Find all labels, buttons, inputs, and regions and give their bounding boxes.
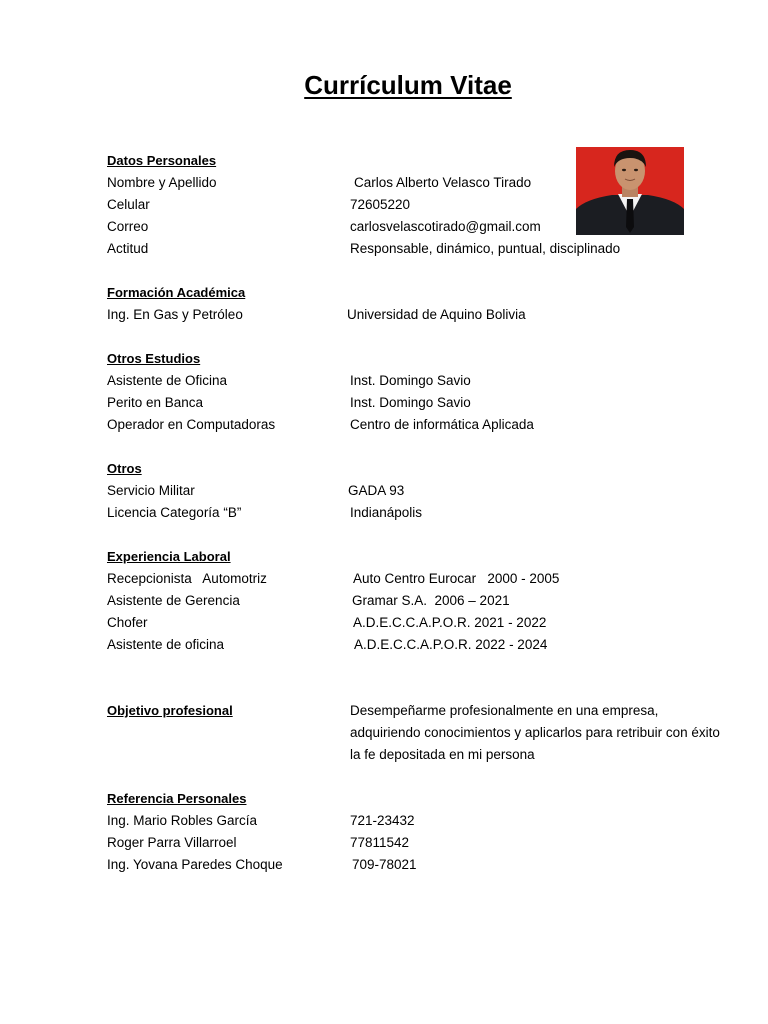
section-references bbox=[107, 788, 727, 876]
education-row bbox=[107, 304, 727, 326]
section-heading-others: Otros bbox=[107, 461, 142, 476]
section-education bbox=[107, 282, 727, 326]
row-value: Responsable, dinámico, puntual, disciplinado bbox=[350, 241, 621, 256]
row-value: Carlos Alberto Velasco Tirado bbox=[354, 175, 532, 190]
row-value: Centro de informática Aplicada bbox=[350, 417, 534, 432]
row-value: Inst. Domingo Savio bbox=[350, 373, 471, 388]
cv-body bbox=[107, 150, 727, 898]
section-heading-personal: Datos Personales bbox=[107, 153, 217, 168]
row-value: 709-78021 bbox=[352, 857, 417, 872]
section-heading-education: Formación Académica bbox=[107, 285, 246, 300]
section-heading-experience: Experiencia Laboral bbox=[107, 549, 231, 564]
row-label: Asistente de Gerencia bbox=[107, 593, 240, 608]
row-label: Celular bbox=[107, 197, 150, 212]
experience-row bbox=[107, 568, 727, 590]
row-label: Perito en Banca bbox=[107, 395, 204, 410]
reference-row bbox=[107, 810, 727, 832]
row-label: Asistente de Oficina bbox=[107, 373, 228, 388]
row-label: Roger Parra Villarroel bbox=[107, 835, 237, 850]
row-value: Indianápolis bbox=[350, 505, 423, 520]
row-value: carlosvelascotirado@gmail.com bbox=[350, 219, 541, 234]
row-label: Ing. Yovana Paredes Choque bbox=[107, 857, 283, 872]
others-row bbox=[107, 480, 727, 502]
row-value: GADA 93 bbox=[348, 483, 405, 498]
row-value: 72605220 bbox=[350, 197, 411, 212]
section-heading-references: Referencia Personales bbox=[107, 791, 247, 806]
reference-row bbox=[107, 854, 727, 876]
row-value: Universidad de Aquino Bolivia bbox=[347, 307, 526, 322]
spacer bbox=[107, 678, 727, 700]
personal-row-email bbox=[107, 216, 727, 238]
row-value: 721-23432 bbox=[350, 813, 415, 828]
other-studies-row bbox=[107, 414, 727, 436]
section-other-studies bbox=[107, 348, 727, 436]
row-label: Ing. En Gas y Petróleo bbox=[107, 307, 243, 322]
row-label: Operador en Computadoras bbox=[107, 417, 276, 432]
row-label: Actitud bbox=[107, 241, 149, 256]
experience-row bbox=[107, 612, 727, 634]
objective-row bbox=[107, 700, 727, 766]
personal-row-name bbox=[107, 172, 727, 194]
section-personal bbox=[107, 150, 727, 260]
section-others bbox=[107, 458, 727, 524]
section-heading-objective: Objetivo profesional bbox=[107, 703, 233, 718]
row-label: Correo bbox=[107, 219, 149, 234]
section-experience bbox=[107, 546, 727, 656]
personal-row-phone bbox=[107, 194, 727, 216]
experience-row bbox=[107, 634, 727, 656]
row-value: 77811542 bbox=[350, 835, 410, 850]
section-objective bbox=[107, 700, 727, 766]
experience-row bbox=[107, 590, 727, 612]
row-value: Inst. Domingo Savio bbox=[350, 395, 471, 410]
reference-row bbox=[107, 832, 727, 854]
row-label: Servicio Militar bbox=[107, 483, 195, 498]
other-studies-row bbox=[107, 392, 727, 414]
objective-text: Desempeñarme profesionalmente en una empresa, adquiriendo conocimientos y aplicarlos para retribuir con éxito la fe depositada en mi persona bbox=[350, 703, 720, 762]
page-title: Currículum Vitae bbox=[304, 70, 512, 100]
row-value: A.D.E.C.C.A.P.O.R. 2021 - 2022 bbox=[353, 615, 547, 630]
section-heading-other-studies: Otros Estudios bbox=[107, 351, 201, 366]
row-label: Chofer bbox=[107, 615, 148, 630]
row-label: Ing. Mario Robles García bbox=[107, 813, 258, 828]
row-value: A.D.E.C.C.A.P.O.R. 2022 - 2024 bbox=[354, 637, 548, 652]
row-label: Asistente de oficina bbox=[107, 637, 225, 652]
row-label: Nombre y Apellido bbox=[107, 175, 217, 190]
row-label: Licencia Categoría “B” bbox=[107, 505, 242, 520]
other-studies-row bbox=[107, 370, 727, 392]
others-row bbox=[107, 502, 727, 524]
row-value: Auto Centro Eurocar 2000 - 2005 bbox=[353, 571, 560, 586]
row-value: Gramar S.A. 2006 – 2021 bbox=[352, 593, 510, 608]
row-label: Recepcionista Automotriz bbox=[107, 571, 267, 586]
personal-row-attitude bbox=[107, 238, 727, 260]
